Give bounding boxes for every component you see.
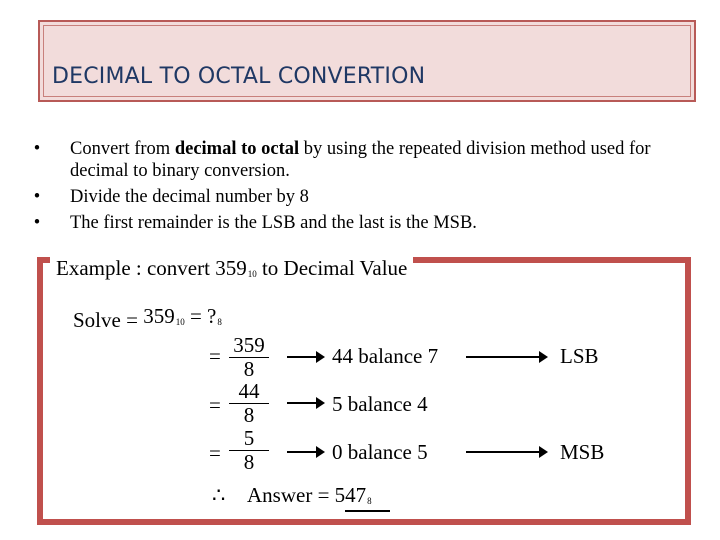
lsb-label: LSB — [560, 344, 599, 368]
bullet-dot-icon: • — [33, 139, 41, 159]
bullet-item: • The first remainder is the LSB and the last is the MSB. — [30, 212, 700, 234]
step-result: 0 balance 5 — [332, 440, 428, 464]
equals-sign: = — [209, 344, 221, 368]
therefore-icon: ∴ — [212, 483, 226, 507]
answer-underline — [345, 510, 390, 512]
fraction: $\frac{359}{8}$ — [229, 334, 269, 380]
bullet-item: • Divide the decimal number by 8 — [30, 186, 700, 208]
bullet-dot-icon: • — [33, 213, 41, 233]
equals-sign: = — [209, 393, 221, 417]
arrow-icon — [466, 451, 546, 453]
arrow-icon — [466, 356, 546, 358]
fraction: $\frac{44}{8}$ — [229, 380, 269, 426]
bullet-dot-icon: • — [33, 187, 41, 207]
bullet-list — [30, 138, 700, 238]
slide-title: DECIMAL TO OCTAL CONVERTION — [52, 64, 426, 89]
equals-sign: = — [209, 441, 221, 465]
arrow-icon — [287, 451, 323, 453]
step-result: 44 balance 7 — [332, 344, 439, 368]
fraction: $\frac{5}{8}$ — [229, 427, 269, 473]
title-banner — [38, 20, 696, 102]
arrow-icon — [287, 356, 323, 358]
example-heading: Example : convert 35910 to Decimal Value — [50, 256, 413, 281]
answer-line: Answer = 5478 — [247, 483, 372, 507]
msb-label: MSB — [560, 440, 605, 464]
solve-line: Solve = 35910 = ?8 — [73, 304, 222, 332]
arrow-icon — [287, 402, 323, 404]
step-result: 5 balance 4 — [332, 392, 428, 416]
bullet-item: • Convert from decimal to octal by using the repeated division method used for decimal to binary conversion. — [30, 138, 700, 182]
